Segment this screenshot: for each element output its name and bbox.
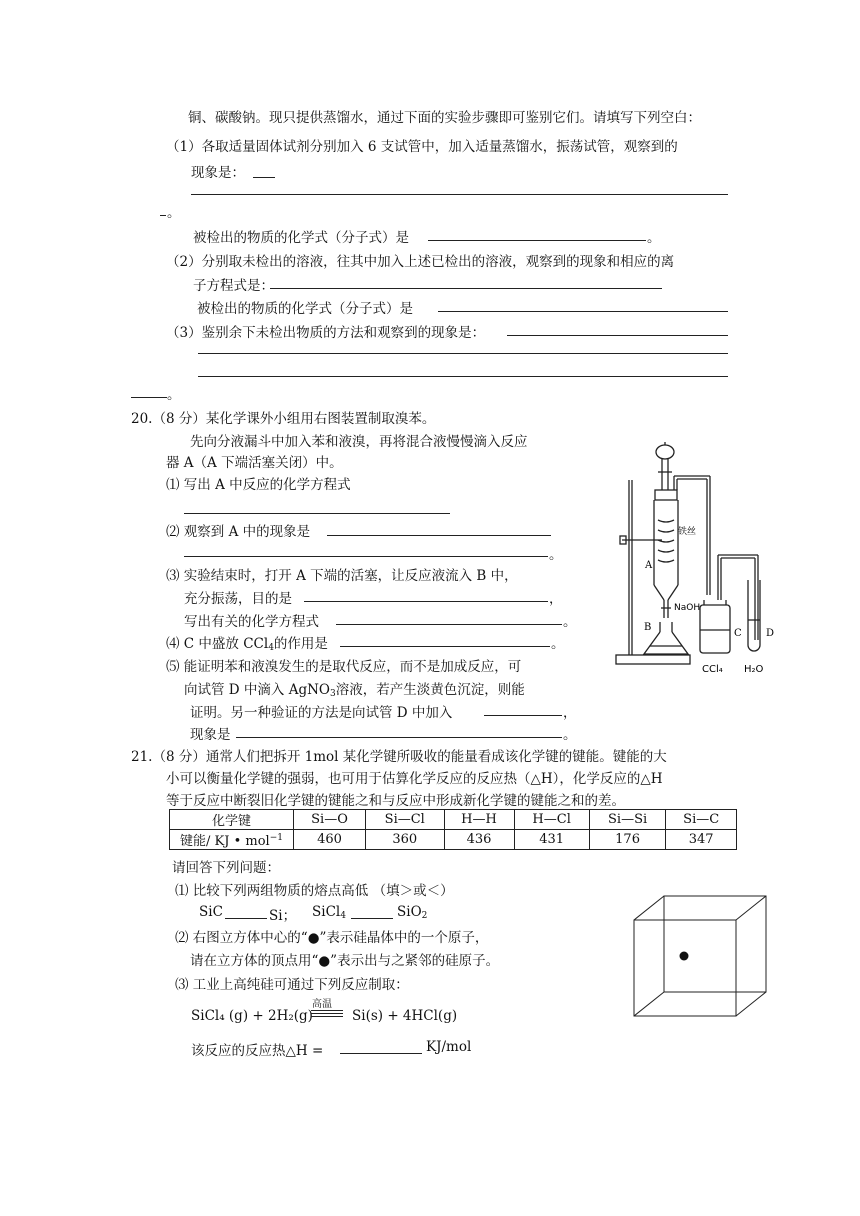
table-header-bond: 化学键 [170,810,294,830]
q19-part1-line1: （1）各取适量固体试剂分别加入 6 支试管中，加入适量蒸馏水，振荡试管，观察到的 [166,139,678,155]
q19-part2-blank[interactable] [270,288,662,289]
q21-title-1: 21.（8 分）通常人们把拆开 1mol 某化学键所吸收的能量看成该化学键的键能。键能的大 [131,749,667,765]
figure-label-naoh: NaOH [674,603,701,613]
q19-part1-detected-blank[interactable] [428,240,646,241]
q20-step4-blank[interactable] [340,646,550,647]
q20-step3-equation-blank[interactable] [336,624,562,625]
center-atom-dot [680,952,689,961]
q21-equation-bar-3 [311,1016,343,1017]
q20-step1: ⑴ 写出 A 中反应的化学方程式 [166,477,351,493]
figure-label-h2o: H₂O [744,664,764,675]
table-cell: H—Cl [514,810,589,830]
q21-dh-blank[interactable] [340,1053,422,1054]
table-cell: 460 [294,830,366,850]
q19-part3-blank-d[interactable] [131,397,167,398]
q20-step3-purpose: 充分振荡，目的是 [184,591,292,607]
q19-part3-end: 。 [167,387,181,403]
table-cell: 436 [444,830,514,850]
q20-step4-end: 。 [551,636,565,652]
q20-step2-blank-b[interactable] [184,556,548,557]
q20-step3-line1: ⑶ 实验结束时，打开 A 下端的活塞，让反应液流入 B 中， [166,568,518,584]
table-cell: 360 [365,830,444,850]
q19-part2-label: 子方程式是： [193,278,274,294]
table-cell: Si—Si [589,810,666,830]
q19-part3-line1: （3）鉴别余下未检出物质的方法和观察到的现象是： [166,325,486,341]
q20-step3-equation-end: 。 [563,614,577,630]
q21-equation-condition: 高温 [312,999,332,1010]
q20-step5-line3-end: ， [563,705,577,721]
q21-step1-si: Si； [269,908,297,924]
q21-dh-label: 该反应的反应热△H = [191,1043,324,1059]
bromobenzene-apparatus-figure [600,440,790,680]
q19-part1-label: 现象是： [191,165,245,181]
table-row [170,810,737,830]
q21-title-2: 小可以衡量化学键的强弱，也可用于估算化学反应的反应热（△H），化学反应的△H [166,771,663,787]
q20-title: 20.（8 分）某化学课外小组用右图装置制取溴苯。 [131,411,436,427]
q21-equation-left: SiCl₄ (g) + 2H₂(g) [191,1008,313,1024]
q19-part3-blank-c[interactable] [198,376,728,377]
figure-label-ccl4: CCl₄ [702,664,723,675]
q19-part2-line1: （2）分别取未检出的溶液，往其中加入上述已检出的溶液，观察到的现象和相应的离 [166,254,675,270]
q19-part3-blank-a[interactable] [507,335,728,336]
q21-title-3: 等于反应中断裂旧化学键的键能之和与反应中形成新化学键的键能之和的差。 [166,793,625,809]
q19-part2-detected-blank[interactable] [438,311,728,312]
q21-step2-line1: ⑵ 右图立方体中心的“●”表示硅晶体中的一个原子， [175,930,489,946]
q21-step1-sio2: SiO$_2$ [397,904,428,921]
figure-label-a: A [645,560,653,571]
q20-step5-line2: 向试管 D 中滴入 AgNO$_3$溶液，若产生淡黄色沉淀，则能 [184,682,525,699]
q21-ask: 请回答下列问题： [172,860,280,876]
q21-equation-right: Si(s) + 4HCl(g) [352,1008,458,1024]
q20-intro-1: 先向分液漏斗中加入苯和液溴，再将混合液慢慢滴入反应 [190,434,528,450]
q20-step2-end: 。 [549,547,563,563]
table-row [170,830,737,850]
table-header-energy: 键能/ KJ • mol$^{-1}$ [170,830,294,850]
q19-part1-blank-b[interactable] [191,194,728,195]
q21-equation-bar-1 [311,1010,343,1011]
table-cell: Si—C [666,810,737,830]
q20-step5-line3: 证明。另一种验证的方法是向试管 D 中加入 [190,705,453,721]
q20-step5-line4: 现象是 [190,727,231,743]
q21-dh-unit: KJ/mol [426,1039,472,1055]
figure-label-b: B [644,622,652,633]
table-cell: 176 [589,830,666,850]
q20-step2-blank-a[interactable] [327,535,551,536]
q21-step1-sic: SiC [199,904,223,920]
table-cell: Si—Cl [365,810,444,830]
table-cell: 431 [514,830,589,850]
q20-intro-2: 器 A（A 下端活塞关闭）中。 [166,455,343,471]
q19-part1-end: 。 [167,205,181,221]
q20-step5-line4-end: 。 [563,727,577,743]
table-cell: Si—O [294,810,366,830]
q21-step3: ⑶ 工业上高纯硅可通过下列反应制取： [175,977,409,993]
q20-step4: ⑷ C 中盛放 CCl$_4$的作用是 [166,636,328,653]
q21-step1-blank-a[interactable] [225,918,267,919]
figure-label-d: D [766,628,775,639]
q20-step5-line1: ⑸ 能证明苯和液溴发生的是取代反应，而不是加成反应，可 [166,659,522,675]
q20-step5-phenomenon-blank[interactable] [236,737,562,738]
q19-part1-blank-a[interactable] [253,177,275,178]
table-cell: H—H [444,810,514,830]
q21-step1-sicl4: SiCl$_4$ [312,904,346,921]
q19-part1-blank-c[interactable] [160,215,166,216]
q19-part1-detected-end: 。 [647,230,661,246]
q20-step5-reagent-blank[interactable] [484,715,562,716]
q20-step3-equation: 写出有关的化学方程式 [184,614,319,630]
silicon-cube-figure[interactable] [628,892,776,1020]
table-cell: 347 [666,830,737,850]
q19-part1-detected: 被检出的物质的化学式（分子式）是 [193,230,409,246]
q21-step2-line2: 请在立方体的顶点用“●”表示出与之紧邻的硅原子。 [190,953,500,969]
q21-step1-blank-b[interactable] [351,918,393,919]
q20-step2: ⑵ 观察到 A 中的现象是 [166,524,311,540]
q20-step3-purpose-end: ， [549,591,563,607]
bond-energy-table [169,809,737,850]
q19-intro: 铜、碳酸钠。现只提供蒸馏水，通过下面的实验步骤即可鉴别它们。请填写下列空白： [188,110,701,126]
q21-equation-bar-2 [311,1013,343,1014]
figure-label-iron-wire: 铁丝 [678,527,697,537]
q21-step1: ⑴ 比较下列两组物质的熔点高低 （填＞或＜） [175,883,454,899]
figure-label-c: C [734,628,742,639]
q19-part2-detected: 被检出的物质的化学式（分子式）是 [197,301,413,317]
q20-step1-blank[interactable] [184,513,450,514]
q20-step3-purpose-blank[interactable] [304,601,548,602]
q19-part3-blank-b[interactable] [198,353,728,354]
